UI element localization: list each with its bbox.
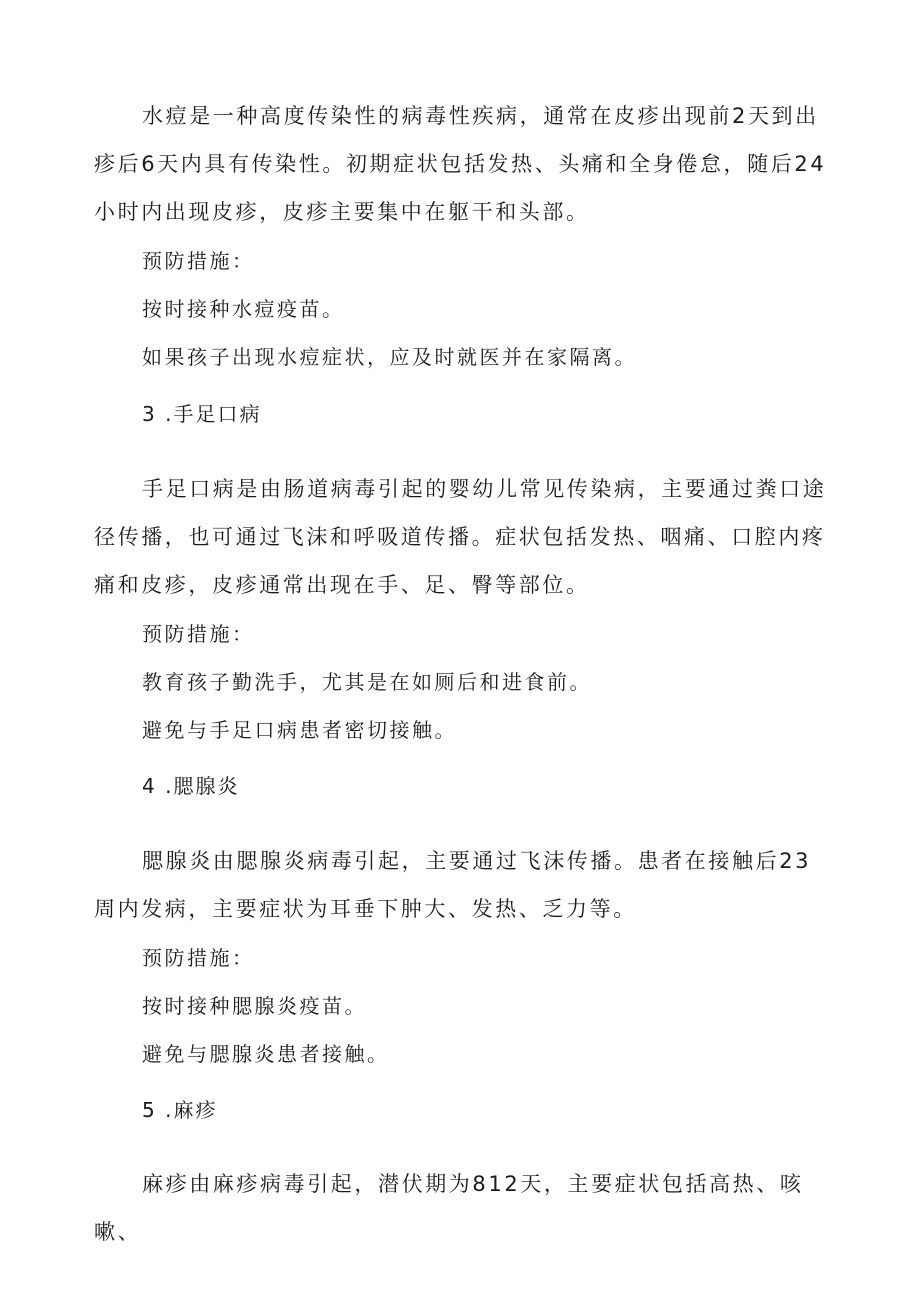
mumps-prevention-label: 预防措施： (142, 946, 255, 970)
mumps-measure-avoid-contact: 避免与腮腺炎患者接触。 (142, 1042, 390, 1066)
mumps-description: 腮腺炎由腮腺炎病毒引起，主要通过飞沫传播。患者在接触后23周内发病，主要症状为耳垂下肿大、发热、乏力等。 (94, 849, 812, 921)
varicella-measure-vaccine: 按时接种水痘疫苗。 (142, 297, 345, 321)
hfmd-prevention-label: 预防措施： (142, 622, 255, 646)
measles-heading: 5 .麻疹 (142, 1098, 218, 1122)
mumps-measure-vaccine: 按时接种腮腺炎疫苗。 (142, 994, 367, 1018)
mumps-heading: 4 .腮腺炎 (142, 774, 240, 798)
hfmd-heading: 3 .手足口病 (142, 402, 262, 426)
hfmd-measure-handwashing: 教育孩子勤洗手，尤其是在如厕后和进食前。 (142, 670, 592, 694)
hfmd-description: 手足口病是由肠道病毒引起的婴幼儿常见传染病，主要通过粪口途径传播，也可通过飞沫和呼吸道传播。症状包括发热、咽痛、口腔内疼痛和皮疹，皮疹通常出现在手、足、臀等部位。 (94, 477, 827, 597)
varicella-description: 水痘是一种高度传染性的病毒性疾病，通常在皮疹出现前2天到出疹后6天内具有传染性。初期症状包括发热、头痛和全身倦怠，随后24小时内出现皮疹，皮疹主要集中在躯干和头部。 (94, 104, 827, 224)
varicella-measure-isolate: 如果孩子出现水痘症状，应及时就医并在家隔离。 (142, 345, 637, 369)
varicella-prevention-label: 预防措施： (142, 249, 255, 273)
measles-description: 麻疹由麻疹病毒引起，潜伏期为812天，主要症状包括高热、咳嗽、 (94, 1172, 804, 1244)
hfmd-measure-avoid-contact: 避免与手足口病患者密切接触。 (142, 718, 457, 742)
